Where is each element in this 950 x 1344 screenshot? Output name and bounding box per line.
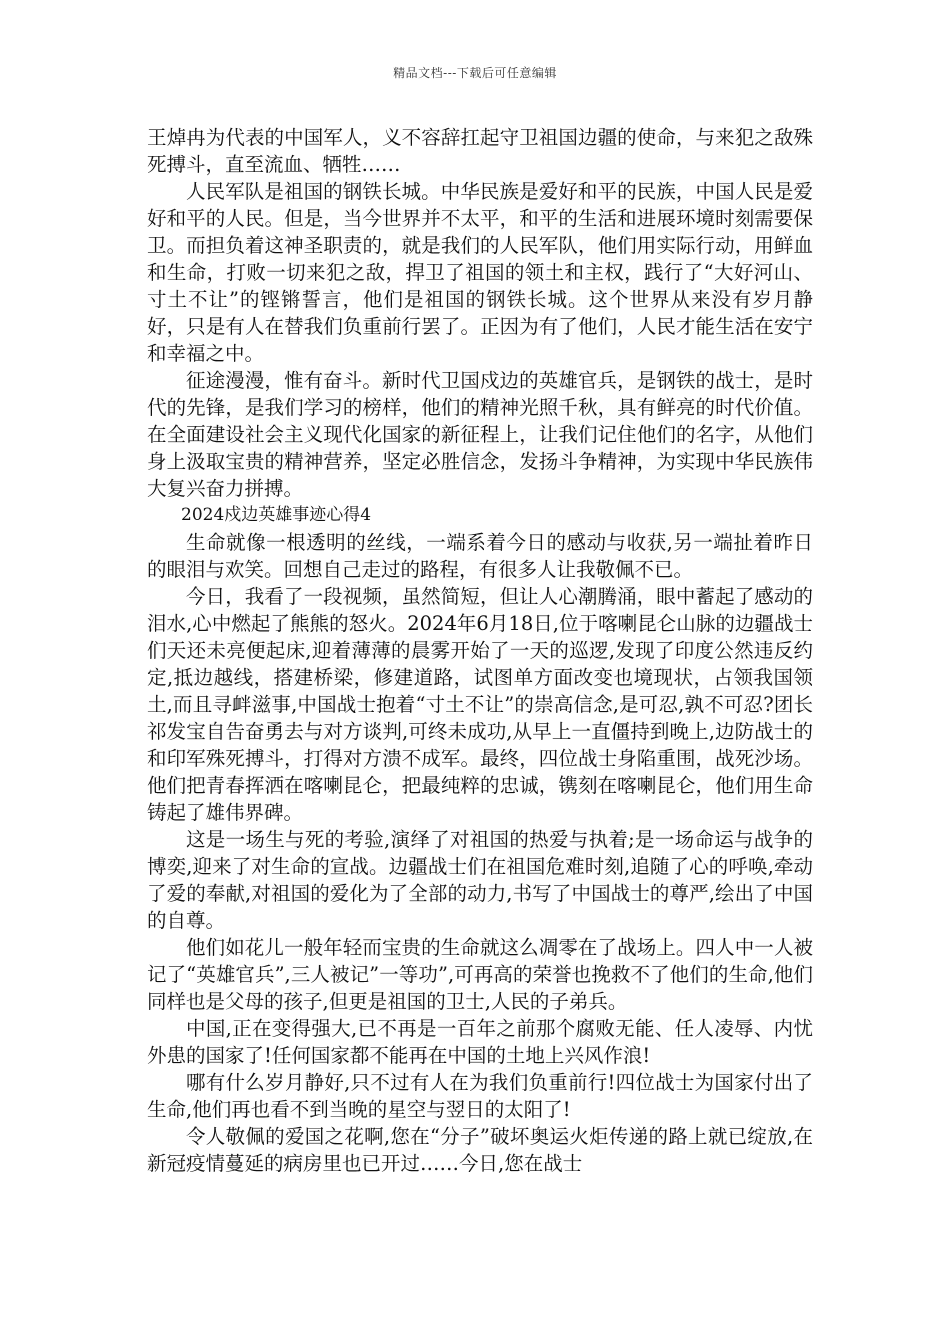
paragraph: 生命就像一根透明的丝线，一端系着今日的感动与收获,另一端扯着昨日的眼泪与欢笑。回想自己走过的路程，有很多人让我敬佩不已。 — [147, 531, 813, 581]
document-body — [147, 124, 813, 1177]
paragraph: 这是一场生与死的考验,演绎了对祖国的热爱与执着;是一场命运与战争的博奕,迎来了对生命的宣战。边疆战士们在祖国危难时刻,追随了心的呼唤,牵动了爱的奉献,对祖国的爱化为了全部的动力,书写了中国战士的尊严,绘出了中国的自尊。 — [147, 828, 813, 932]
paragraph: 哪有什么岁月静好,只不过有人在为我们负重前行!四位战士为国家付出了生命,他们再也看不到当晚的星空与翌日的太阳了! — [147, 1071, 813, 1121]
paragraph: 人民军队是祖国的钢铁长城。中华民族是爱好和平的民族，中国人民是爱好和平的人民。但是，当今世界并不太平，和平的生活和进展环境时刻需要保卫。而担负着这神圣职责的，就是我们的人民军队，他们用实际行动，用鲜血和生命，打败一切来犯之敌，捍卫了祖国的领土和主权，践行了“大好河山、寸土不让”的铿锵誓言，他们是祖国的钢铁长城。这个世界从来没有岁月静好，只是有人在替我们负重前行罢了。正因为有了他们，人民才能生活在安宁和幸福之中。 — [147, 180, 813, 365]
section-heading: 2024戍边英雄事迹心得4 — [181, 505, 372, 525]
paragraph: 今日，我看了一段视频，虽然简短，但让人心潮腾涌，眼中蓄起了感动的泪水,心中燃起了熊熊的怒火。2024年6月18日,位于喀喇昆仑山脉的边疆战士们天还未亮便起床,迎着薄薄的晨雾开始了一天的巡逻,发现了印度公然违反约定,抵边越线，搭建桥梁，修建道路，试图单方面改变也境现状，占领我国领土,而且寻衅滋事,中国战士抱着“寸土不让”的崇高信念,是可忍,孰不可忍?团长祁发宝自告奋勇去与对方谈判,可终未成功,从早上一直僵持到晚上,边防战士的和印军殊死搏斗，打得对方溃不成军。最终，四位战士身陷重围，战死沙场。他们把青春挥洒在喀喇昆仑，把最纯粹的忠诚，镌刻在喀喇昆仑，他们用生命铸起了雄伟界碑。 — [147, 585, 813, 824]
paragraph: 令人敬佩的爱国之花啊,您在“分子”破坏奥运火炬传递的路上就已绽放,在新冠疫情蔓延的病房里也已开过……今日,您在战士 — [147, 1125, 813, 1175]
page-header: 精品文档---下载后可任意编辑 — [393, 66, 557, 80]
paragraph: 中国,正在变得强大,已不再是一百年之前那个腐败无能、任人凌辱、内忧外患的国家了!任何国家都不能再在中国的土地上兴风作浪! — [147, 1017, 813, 1067]
paragraph: 他们如花儿一般年轻而宝贵的生命就这么凋零在了战场上。四人中一人被记了“英雄官兵”,三人被记”一等功”,可再高的荣誉也挽救不了他们的生命,他们同样也是父母的孩子,但更是祖国的卫士,人民的子弟兵。 — [147, 936, 813, 1013]
paragraph: 征途漫漫，惟有奋斗。新时代卫国戍边的英雄官兵，是钢铁的战士，是时代的先锋，是我们学习的榜样，他们的精神光照千秋，具有鲜亮的时代价值。在全面建设社会主义现代化国家的新征程上，让我们记住他们的名字，从他们身上汲取宝贵的精神营养，坚定必胜信念，发扬斗争精神，为实现中华民族伟大复兴奋力拼搏。 — [147, 369, 813, 500]
paragraph-continuation: 王焯冉为代表的中国军人，义不容辞扛起守卫祖国边疆的使命，与来犯之敌殊死搏斗，直至流血、牺牲…… — [147, 126, 813, 176]
